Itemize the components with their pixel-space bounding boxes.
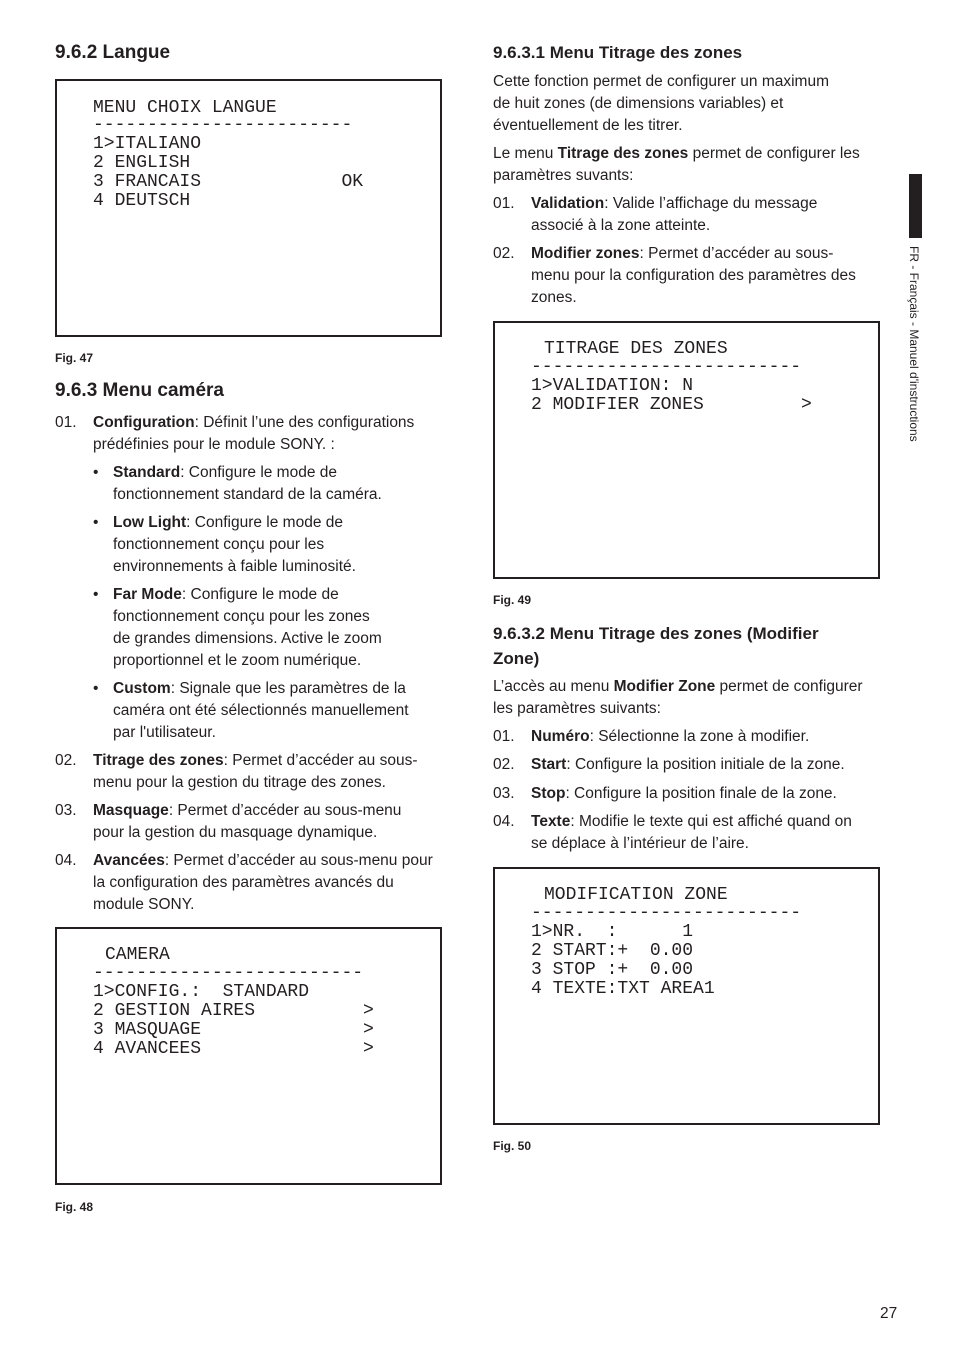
list-item [55, 850, 475, 916]
bullet-text: proportionnel et le zoom numérique. [113, 652, 362, 669]
osd-menu-langue [55, 79, 442, 337]
bullet-item [90, 678, 450, 744]
osd-line: 1>NR. : 1 [531, 922, 694, 942]
osd-menu-modification-zone [493, 867, 880, 1125]
osd-line: 1>CONFIG.: STANDARD [93, 982, 310, 1002]
item-label: Stop [531, 785, 566, 802]
figure-caption: Fig. 50 [493, 1139, 532, 1153]
osd-separator: ------------------------- [93, 963, 364, 983]
item-text: : Configure la position finale de la zone. [565, 785, 837, 802]
osd-line: 4 AVANCEES > [93, 1039, 374, 1059]
figure-caption: Fig. 48 [55, 1200, 94, 1214]
bullet-text: : Configure le mode de [186, 514, 343, 531]
item-text: la configuration des paramètres avancés du [93, 874, 394, 891]
osd-separator: ------------------------- [531, 357, 802, 377]
list-number: 03. [55, 802, 77, 819]
sidebar-label [907, 246, 921, 486]
sidebar-text: FR - Français - Manuel d'instructions [907, 246, 921, 442]
paragraph [493, 143, 860, 187]
list-number: 02. [55, 752, 77, 769]
bullet-text: fonctionnement conçu pour les zones [113, 608, 370, 625]
item-text: : Permet d’accéder au sous- [639, 245, 834, 262]
bullet-label: Low Light [113, 514, 187, 531]
osd-title: TITRAGE DES ZONES [544, 339, 728, 359]
bullet-text: : Signale que les paramètres de la [170, 680, 406, 697]
osd-title: MODIFICATION ZONE [544, 885, 728, 905]
osd-line: 3 FRANCAIS OK [93, 172, 364, 192]
osd-line: 3 MASQUAGE > [93, 1020, 374, 1040]
item-label: Texte [531, 813, 571, 830]
list-item [55, 750, 465, 794]
item-label: Avancées [93, 852, 165, 869]
osd-menu-camera [55, 927, 442, 1185]
bullet-label: Standard [113, 464, 181, 481]
list-item [493, 726, 903, 748]
paragraph [493, 676, 863, 720]
figure-caption: Fig. 47 [55, 351, 94, 365]
item-text: prédéfinies pour le module SONY. : [93, 436, 335, 453]
bullet-text: caméra ont été sélectionnés manuellement [113, 702, 409, 719]
bullet-text: fonctionnement standard de la caméra. [113, 486, 382, 503]
list-number: 01. [493, 728, 515, 745]
item-text: pour la gestion du masquage dynamique. [93, 824, 378, 841]
bullet-item [90, 462, 450, 506]
osd-line: 2 GESTION AIRES > [93, 1001, 374, 1021]
item-label: Masquage [93, 802, 169, 819]
osd-line: 1>ITALIANO [93, 134, 202, 154]
bullet-text: de grandes dimensions. Active le zoom [113, 630, 382, 647]
osd-title: CAMERA [105, 945, 170, 965]
item-text: se déplace à l’intérieur de l’aire. [531, 835, 749, 852]
item-text: : Configure la position initiale de la zone. [566, 756, 845, 773]
paragraph-text: permet de configurer [715, 678, 863, 695]
bullet-label: Far Mode [113, 586, 182, 603]
item-text: menu pour la gestion du titrage des zones. [93, 774, 386, 791]
osd-line: 2 START:+ 0.00 [531, 941, 694, 961]
item-text: : Permet d’accéder au sous- [223, 752, 418, 769]
list-item [493, 243, 903, 309]
osd-line: 4 TEXTE:TXT AREA1 [531, 979, 715, 999]
item-text: : Valide l’affichage du message [604, 195, 818, 212]
list-item [493, 811, 903, 855]
list-number: 01. [55, 414, 77, 431]
osd-line: 1>VALIDATION: N [531, 376, 694, 396]
figure-caption: Fig. 49 [493, 593, 532, 607]
page-number: 27 [880, 1305, 898, 1322]
bullet-item [90, 512, 450, 578]
list-number: 04. [55, 852, 77, 869]
list-item [55, 800, 465, 844]
bullet-icon: • [93, 586, 99, 603]
list-number: 02. [493, 245, 515, 262]
list-number: 02. [493, 756, 515, 773]
paragraph-text: permet de configurer les [688, 145, 860, 162]
item-label: Numéro [531, 728, 590, 745]
bullet-text: environnements à faible luminosité. [113, 558, 356, 575]
osd-line: 2 MODIFIER ZONES > [531, 395, 812, 415]
item-text: menu pour la configuration des paramètres des [531, 267, 856, 284]
list-item [493, 754, 903, 776]
bullet-text: fonctionnement conçu pour les [113, 536, 325, 553]
section-heading-camera: 9.6.3 Menu caméra [55, 380, 224, 401]
paragraph-text: paramètres suvants: [493, 167, 634, 184]
paragraph-line: de huit zones (de dimensions variables) et [493, 95, 784, 112]
paragraph-text: Le menu [493, 145, 558, 162]
bullet-icon: • [93, 514, 99, 531]
list-number: 03. [493, 785, 515, 802]
item-text: : Permet d’accéder au sous-menu [168, 802, 402, 819]
osd-separator: ------------------------- [531, 903, 802, 923]
item-label: Validation [531, 195, 605, 212]
osd-line: 4 DEUTSCH [93, 191, 191, 211]
item-text: zones. [531, 289, 577, 306]
osd-menu-titrage-zones [493, 321, 880, 579]
item-label: Configuration [93, 414, 195, 431]
osd-line: 3 STOP :+ 0.00 [531, 960, 694, 980]
list-number: 01. [493, 195, 515, 212]
heading-line: Zone) [493, 649, 540, 668]
bullet-icon: • [93, 464, 99, 481]
item-label: Modifier zones [531, 245, 640, 262]
list-item [493, 193, 903, 237]
list-item [493, 783, 903, 805]
osd-title: MENU CHOIX LANGUE [93, 98, 277, 118]
item-text: : Sélectionne la zone à modifier. [589, 728, 810, 745]
osd-separator: ------------------------ [93, 115, 353, 135]
osd-line: 2 ENGLISH [93, 153, 191, 173]
language-tab-marker [909, 174, 922, 238]
paragraph-text: L’accès au menu [493, 678, 614, 695]
paragraph-bold: Titrage des zones [557, 145, 689, 162]
list-item [55, 412, 465, 456]
bullet-text: : Configure le mode de [181, 586, 339, 603]
bullet-text: : Configure le mode de [180, 464, 338, 481]
bullet-icon: • [93, 680, 99, 697]
section-heading-modifier-zone [493, 621, 819, 671]
paragraph-line: éventuellement de les titrer. [493, 117, 683, 134]
paragraph-text: les paramètres suivants: [493, 700, 661, 717]
item-text: associé à la zone atteinte. [531, 217, 711, 234]
section-heading-zones: 9.6.3.1 Menu Titrage des zones [493, 43, 743, 62]
list-number: 04. [493, 813, 515, 830]
item-text: module SONY. [93, 896, 195, 913]
item-label: Start [531, 756, 567, 773]
bullet-text: par l'utilisateur. [113, 724, 216, 741]
item-text: : Définit l’une des configurations [194, 414, 415, 431]
section-heading-langue: 9.6.2 Langue [55, 42, 171, 63]
item-text: : Permet d’accéder au sous-menu pour [164, 852, 433, 869]
item-text: : Modifie le texte qui est affiché quand on [570, 813, 852, 830]
paragraph-line: Cette fonction permet de configurer un maximum [493, 73, 829, 90]
item-label: Titrage des zones [93, 752, 224, 769]
bullet-label: Custom [113, 680, 171, 697]
heading-line: 9.6.3.2 Menu Titrage des zones (Modifier [493, 624, 819, 643]
bullet-item [90, 584, 450, 672]
paragraph [493, 71, 829, 137]
paragraph-bold: Modifier Zone [613, 678, 716, 695]
